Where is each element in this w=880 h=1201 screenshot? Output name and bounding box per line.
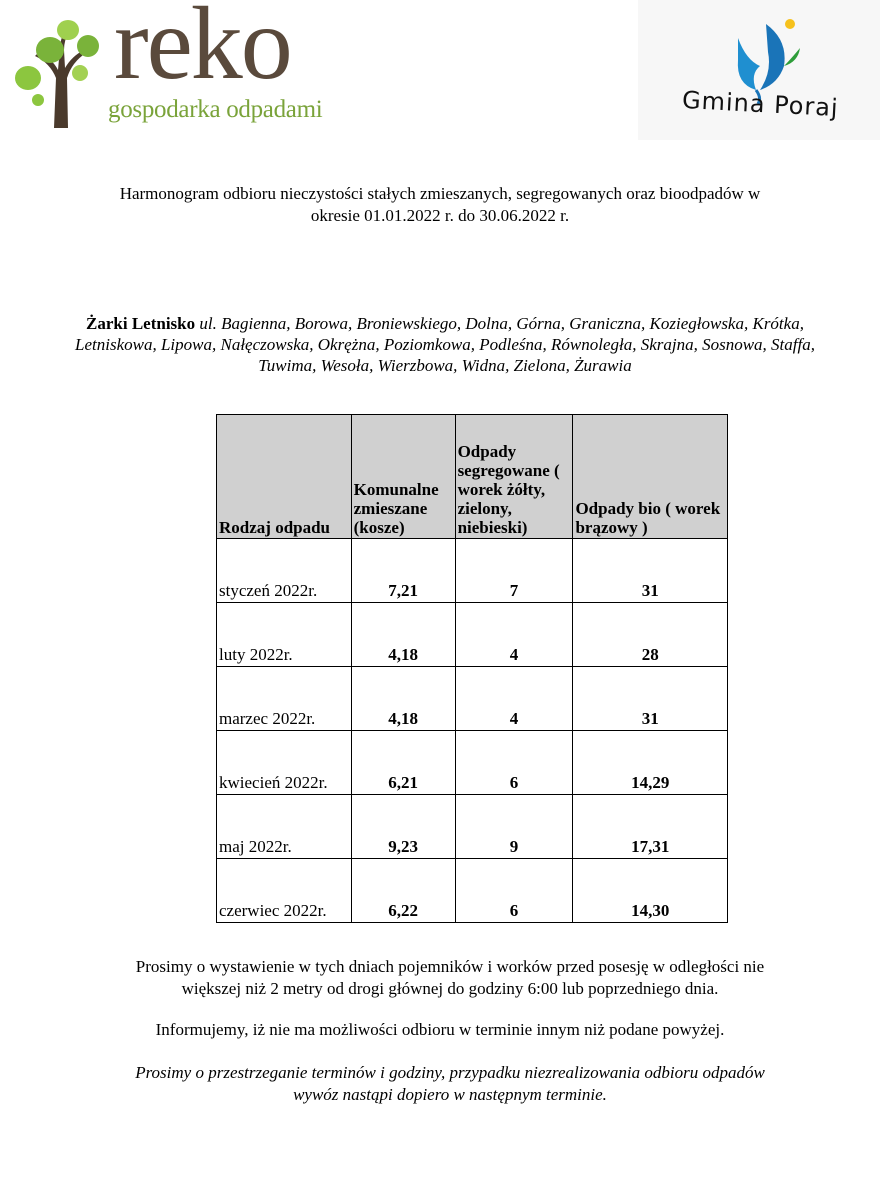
gmina-poraj-logo-text: Gmina Poraj xyxy=(681,85,840,123)
tree-icon xyxy=(10,8,110,133)
reminder-note-line-2: wywóz nastąpi dopiero w następnym terminie. xyxy=(293,1085,607,1104)
reminder-note xyxy=(70,1062,830,1106)
gmina-poraj-logo xyxy=(638,0,880,140)
bio-date-cell: 14,29 xyxy=(573,731,728,795)
segregated-date-cell: 4 xyxy=(455,603,573,667)
mixed-date-cell: 7,21 xyxy=(351,539,455,603)
table-row xyxy=(217,603,728,667)
schedule-title xyxy=(0,183,880,227)
placement-note xyxy=(80,956,820,1000)
table-row xyxy=(217,859,728,923)
month-cell: maj 2022r. xyxy=(217,795,352,859)
reko-logo-tagline: gospodarka odpadami xyxy=(108,96,323,123)
header-bio-waste: Odpady bio ( worek brązowy ) xyxy=(573,415,728,539)
table-row xyxy=(217,667,728,731)
mixed-date-cell: 4,18 xyxy=(351,603,455,667)
month-cell: luty 2022r. xyxy=(217,603,352,667)
segregated-date-cell: 7 xyxy=(455,539,573,603)
month-cell: marzec 2022r. xyxy=(217,667,352,731)
header-segregated-waste: Odpady segregowane ( worek żółty, zielony, niebieski) xyxy=(455,415,573,539)
info-note: Informujemy, iż nie ma możliwości odbioru w terminie innym niż podane powyżej. xyxy=(155,1020,725,1039)
table-row xyxy=(217,731,728,795)
bio-date-cell: 17,31 xyxy=(573,795,728,859)
bio-date-cell: 31 xyxy=(573,667,728,731)
reminder-note-line-1: Prosimy o przestrzeganie terminów i godziny, przypadku niezrealizowania odbioru odpadów xyxy=(135,1063,765,1082)
address-block xyxy=(60,313,830,376)
bio-date-cell: 31 xyxy=(573,539,728,603)
placement-note-line-1: Prosimy o wystawienie w tych dniach pojemników i worków przed posesję w odległości nie xyxy=(135,957,765,976)
table-row xyxy=(217,539,728,603)
bio-date-cell: 14,30 xyxy=(573,859,728,923)
table-header-row xyxy=(217,415,728,539)
month-cell: czerwiec 2022r. xyxy=(217,859,352,923)
title-line-2: okresie 01.01.2022 r. do 30.06.2022 r. xyxy=(310,206,570,225)
address-town: Żarki Letnisko xyxy=(86,314,196,333)
mixed-date-cell: 9,23 xyxy=(351,795,455,859)
bio-date-cell: 28 xyxy=(573,603,728,667)
reko-logo-word: reko xyxy=(114,0,291,101)
month-cell: styczeń 2022r. xyxy=(217,539,352,603)
mixed-date-cell: 4,18 xyxy=(351,667,455,731)
header-waste-type: Rodzaj odpadu xyxy=(217,415,352,539)
address-streets: ul. Bagienna, Borowa, Broniewskiego, Dolna, Górna, Graniczna, Koziegłowska, Krótka, Letniskowa, Lipowa, Nałęczowska, Okrężna, Poziomkowa, Podleśna, Równoległa, Skrajna, Sosnowa, Staffa, Tuwima, Wesoła, Wierzbowa, Widna, Zielona, Żurawia xyxy=(75,314,815,375)
segregated-date-cell: 9 xyxy=(455,795,573,859)
month-cell: kwiecień 2022r. xyxy=(217,731,352,795)
placement-note-line-2: większej niż 2 metry od drogi głównej do godziny 6:00 lub poprzedniego dnia. xyxy=(181,979,719,998)
segregated-date-cell: 6 xyxy=(455,859,573,923)
mixed-date-cell: 6,22 xyxy=(351,859,455,923)
table-row xyxy=(217,795,728,859)
title-line-1: Harmonogram odbioru nieczystości stałych zmieszanych, segregowanych oraz bioodpadów w xyxy=(119,184,761,203)
reko-logo xyxy=(10,0,350,133)
schedule-table xyxy=(216,414,728,923)
header-mixed-waste: Komunalne zmieszane (kosze) xyxy=(351,415,455,539)
mixed-date-cell: 6,21 xyxy=(351,731,455,795)
tulip-icon xyxy=(638,0,880,140)
segregated-date-cell: 6 xyxy=(455,731,573,795)
segregated-date-cell: 4 xyxy=(455,667,573,731)
